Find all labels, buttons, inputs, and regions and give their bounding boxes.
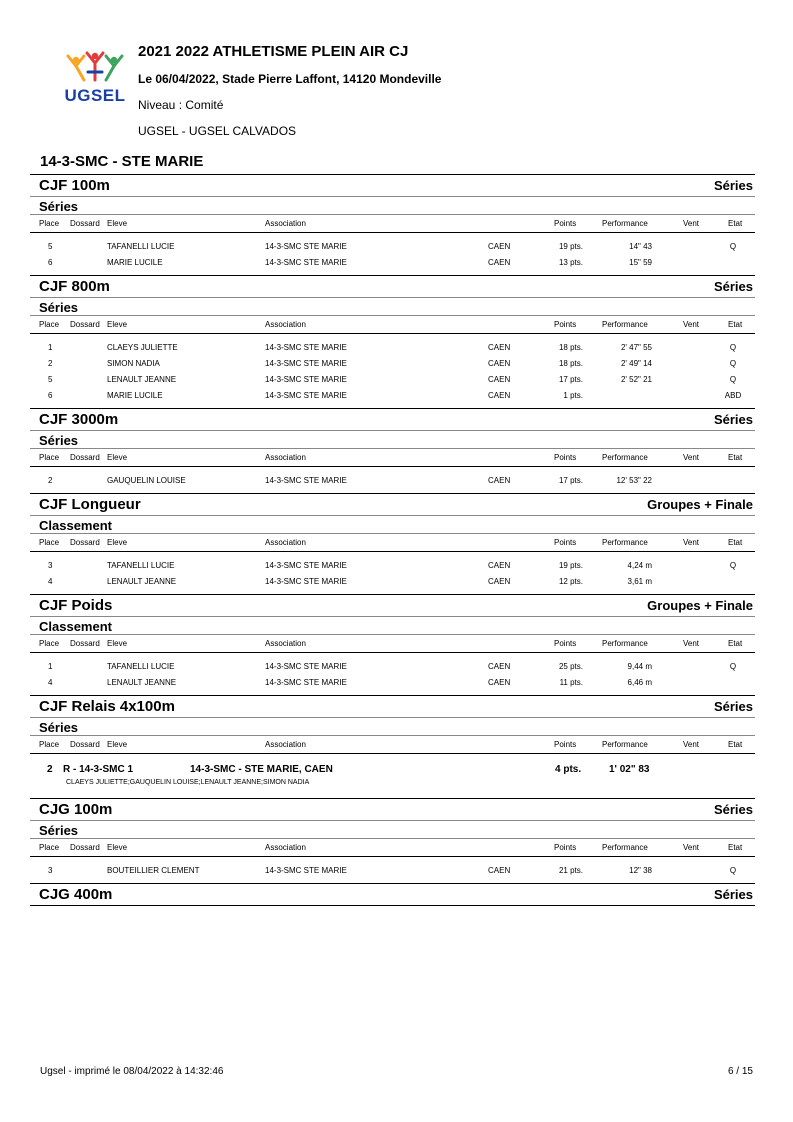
- column-header-dossard: Dossard: [70, 219, 100, 228]
- event-header: [30, 883, 755, 905]
- column-header-eleve: Eleve: [107, 740, 128, 749]
- column-header-vent: Vent: [683, 639, 700, 648]
- column-header-performance: Performance: [602, 320, 648, 329]
- cell-association: 14-3-SMC STE MARIE: [265, 343, 347, 352]
- meeting-date-place: Le 06/04/2022, Stade Pierre Laffont, 14120 Mondeville: [138, 72, 442, 86]
- column-header-etat: Etat: [728, 453, 743, 462]
- phase-name: Séries: [39, 823, 79, 838]
- event-name: CJF 100m: [39, 177, 110, 194]
- cell-status: Q: [729, 375, 737, 384]
- cell-performance: 2' 47" 55: [620, 343, 652, 352]
- column-header-dossard: Dossard: [70, 639, 100, 648]
- table-row: [30, 238, 755, 254]
- cell-performance: 12" 38: [629, 866, 652, 875]
- event-phase: Séries: [713, 279, 753, 294]
- column-header-points: Points: [554, 843, 577, 852]
- cell-city: CAEN: [488, 678, 511, 687]
- table-row: [30, 674, 755, 690]
- cell-city: CAEN: [488, 258, 511, 267]
- cell-place: 3: [48, 561, 53, 570]
- footer-page-number: 6 / 15: [727, 1066, 753, 1077]
- meeting-level: Niveau : Comité: [138, 98, 224, 112]
- cell-athlete: TAFANELLI LUCIE: [107, 662, 175, 671]
- cell-performance: 4,24 m: [627, 561, 652, 570]
- cell-association: 14-3-SMC STE MARIE: [265, 561, 347, 570]
- event-header: [30, 275, 755, 297]
- cell-association: 14-3-SMC STE MARIE: [265, 375, 347, 384]
- column-header-performance: Performance: [602, 639, 648, 648]
- column-header-points: Points: [554, 639, 577, 648]
- ugsel-figures-icon: [62, 50, 128, 90]
- event-name: CJF 3000m: [39, 411, 119, 428]
- table-row: [30, 573, 755, 589]
- event-phase: Séries: [713, 412, 753, 427]
- cell-city: CAEN: [488, 343, 511, 352]
- cell-place: 5: [48, 375, 53, 384]
- event-header: [30, 798, 755, 820]
- cell-athlete: MARIE LUCILE: [107, 258, 163, 267]
- cell-athlete: SIMON NADIA: [107, 359, 160, 368]
- table-column-headers: [30, 735, 755, 754]
- table-row: [30, 387, 755, 403]
- cell-points: 13 pts.: [558, 258, 583, 267]
- cell-association: 14-3-SMC STE MARIE: [265, 359, 347, 368]
- column-header-place: Place: [39, 740, 60, 749]
- table-column-headers: [30, 533, 755, 552]
- cell-city: CAEN: [488, 866, 511, 875]
- cell-athlete: LENAULT JEANNE: [107, 375, 177, 384]
- cell-city: CAEN: [488, 561, 511, 570]
- column-header-points: Points: [554, 320, 577, 329]
- cell-place: 6: [48, 258, 53, 267]
- event-header: [30, 408, 755, 430]
- column-header-performance: Performance: [602, 843, 648, 852]
- cell-athlete: GAUQUELIN LOUISE: [107, 476, 186, 485]
- column-header-performance: Performance: [602, 538, 648, 547]
- column-header-vent: Vent: [683, 538, 700, 547]
- cell-athlete: BOUTEILLIER CLEMENT: [107, 866, 200, 875]
- cell-place: 4: [48, 577, 53, 586]
- phase-header: [30, 196, 755, 214]
- cell-performance: 2' 49" 14: [620, 359, 652, 368]
- column-header-eleve: Eleve: [107, 843, 128, 852]
- cell-association: 14-3-SMC STE MARIE: [265, 391, 347, 400]
- cell-points: 17 pts.: [558, 476, 583, 485]
- column-header-dossard: Dossard: [70, 740, 100, 749]
- cell-place: 6: [48, 391, 53, 400]
- cell-athlete: LENAULT JEANNE: [107, 678, 177, 687]
- cell-performance: 6,46 m: [627, 678, 652, 687]
- event-name: CJF Longueur: [39, 496, 141, 513]
- club-name: 14-3-SMC - STE MARIE: [40, 153, 204, 170]
- column-header-place: Place: [39, 219, 60, 228]
- cell-association: 14-3-SMC STE MARIE: [265, 242, 347, 251]
- column-header-eleve: Eleve: [107, 639, 128, 648]
- event-name: CJF 800m: [39, 278, 110, 295]
- event-phase: Groupes + Finale: [647, 598, 753, 613]
- column-header-vent: Vent: [683, 453, 700, 462]
- cell-city: CAEN: [488, 476, 511, 485]
- relay-team: R - 14-3-SMC 1: [63, 764, 134, 775]
- column-header-association: Association: [265, 453, 306, 462]
- event-name: CJF Relais 4x100m: [39, 698, 175, 715]
- cell-place: 4: [48, 678, 53, 687]
- phase-name: Séries: [39, 720, 79, 735]
- phase-header: [30, 515, 755, 533]
- column-header-place: Place: [39, 320, 60, 329]
- column-header-vent: Vent: [683, 740, 700, 749]
- cell-status: Q: [729, 662, 737, 671]
- column-header-points: Points: [554, 219, 577, 228]
- relay-members-row: [30, 777, 755, 793]
- column-header-association: Association: [265, 740, 306, 749]
- column-header-association: Association: [265, 538, 306, 547]
- column-header-etat: Etat: [728, 740, 743, 749]
- cell-points: 18 pts.: [558, 343, 583, 352]
- cell-city: CAEN: [488, 375, 511, 384]
- column-header-points: Points: [554, 538, 577, 547]
- cell-points: 1 pts.: [563, 391, 583, 400]
- relay-points: 4 pts.: [555, 764, 582, 775]
- ugsel-logo: [62, 50, 128, 106]
- event-header: [30, 594, 755, 616]
- cell-place: 2: [48, 359, 53, 368]
- column-header-association: Association: [265, 219, 306, 228]
- cell-points: 17 pts.: [558, 375, 583, 384]
- phase-header: [30, 297, 755, 315]
- phase-header: [30, 616, 755, 634]
- cell-association: 14-3-SMC STE MARIE: [265, 577, 347, 586]
- cell-place: 1: [48, 343, 53, 352]
- column-header-vent: Vent: [683, 320, 700, 329]
- column-header-points: Points: [554, 740, 577, 749]
- phase-name: Séries: [39, 300, 79, 315]
- column-header-etat: Etat: [728, 219, 743, 228]
- event-header: [30, 174, 755, 196]
- column-header-dossard: Dossard: [70, 538, 100, 547]
- column-header-association: Association: [265, 320, 306, 329]
- cell-place: 3: [48, 866, 53, 875]
- cell-city: CAEN: [488, 359, 511, 368]
- cell-athlete: TAFANELLI LUCIE: [107, 561, 175, 570]
- column-header-etat: Etat: [728, 538, 743, 547]
- column-header-etat: Etat: [728, 843, 743, 852]
- cell-athlete: MARIE LUCILE: [107, 391, 163, 400]
- column-header-dossard: Dossard: [70, 843, 100, 852]
- column-header-etat: Etat: [728, 320, 743, 329]
- cell-performance: 2' 52" 21: [620, 375, 652, 384]
- cell-points: 12 pts.: [558, 577, 583, 586]
- event-phase: Séries: [713, 178, 753, 193]
- cell-performance: 15" 59: [629, 258, 652, 267]
- event-name: CJG 100m: [39, 801, 113, 818]
- phase-header: [30, 430, 755, 448]
- column-header-vent: Vent: [683, 843, 700, 852]
- cell-points: 25 pts.: [558, 662, 583, 671]
- relay-members: CLAEYS JULIETTE;GAUQUELIN LOUISE;LENAULT JEANNE;SIMON NADIA: [66, 779, 310, 786]
- column-header-eleve: Eleve: [107, 320, 128, 329]
- meeting-organizer: UGSEL - UGSEL CALVADOS: [138, 124, 297, 138]
- column-header-place: Place: [39, 453, 60, 462]
- event-header: [30, 493, 755, 515]
- cell-city: CAEN: [488, 242, 511, 251]
- column-header-performance: Performance: [602, 740, 648, 749]
- table-row: [30, 862, 755, 878]
- events-list: [30, 174, 755, 906]
- event-phase: Séries: [713, 887, 753, 902]
- cell-performance: 3,61 m: [627, 577, 652, 586]
- column-header-performance: Performance: [602, 219, 648, 228]
- column-header-place: Place: [39, 538, 60, 547]
- cell-place: 1: [48, 662, 53, 671]
- cell-points: 19 pts.: [558, 561, 583, 570]
- column-header-association: Association: [265, 843, 306, 852]
- cell-city: CAEN: [488, 391, 511, 400]
- cell-status: Q: [729, 343, 737, 352]
- table-row: [30, 355, 755, 371]
- phase-name: Classement: [39, 518, 112, 533]
- cell-performance: 12' 53" 22: [616, 476, 652, 485]
- cell-status: Q: [729, 359, 737, 368]
- phase-name: Séries: [39, 433, 79, 448]
- table-row: [30, 339, 755, 355]
- event-phase: Séries: [713, 699, 753, 714]
- event-phase: Groupes + Finale: [647, 497, 753, 512]
- cell-association: 14-3-SMC STE MARIE: [265, 258, 347, 267]
- cell-status: Q: [729, 561, 737, 570]
- cell-points: 18 pts.: [558, 359, 583, 368]
- event-header: [30, 695, 755, 717]
- cell-place: 2: [48, 476, 53, 485]
- cell-status: Q: [729, 866, 737, 875]
- event-name: CJG 400m: [39, 886, 113, 903]
- column-header-place: Place: [39, 843, 60, 852]
- column-header-eleve: Eleve: [107, 538, 128, 547]
- table-column-headers: [30, 634, 755, 653]
- cell-points: 21 pts.: [558, 866, 583, 875]
- table-row: [30, 371, 755, 387]
- column-header-vent: Vent: [683, 219, 700, 228]
- page-title: 2021 2022 ATHLETISME PLEIN AIR CJ: [138, 43, 409, 60]
- cell-points: 11 pts.: [559, 678, 583, 687]
- column-header-dossard: Dossard: [70, 453, 100, 462]
- relay-row: [30, 759, 755, 777]
- phase-header: [30, 820, 755, 838]
- column-header-eleve: Eleve: [107, 219, 128, 228]
- table-column-headers: [30, 315, 755, 334]
- cell-athlete: CLAEYS JULIETTE: [107, 343, 178, 352]
- column-header-place: Place: [39, 639, 60, 648]
- cell-city: CAEN: [488, 662, 511, 671]
- cell-performance: 14" 43: [629, 242, 652, 251]
- column-header-association: Association: [265, 639, 306, 648]
- table-row: [30, 658, 755, 674]
- phase-name: Classement: [39, 619, 112, 634]
- cell-performance: 9,44 m: [627, 662, 652, 671]
- column-header-points: Points: [554, 453, 577, 462]
- relay-place: 2: [47, 764, 53, 775]
- table-column-headers: [30, 838, 755, 857]
- column-header-etat: Etat: [728, 639, 743, 648]
- cell-place: 5: [48, 242, 53, 251]
- relay-performance: 1' 02" 83: [609, 764, 650, 775]
- logo-text: UGSEL: [64, 86, 126, 105]
- cell-association: 14-3-SMC STE MARIE: [265, 662, 347, 671]
- footer-printed: Ugsel - imprimé le 08/04/2022 à 14:32:46: [40, 1066, 224, 1077]
- phase-name: Séries: [39, 199, 79, 214]
- table-row: [30, 557, 755, 573]
- event-bottom-rule: [30, 905, 755, 906]
- event-phase: Séries: [713, 802, 753, 817]
- cell-athlete: TAFANELLI LUCIE: [107, 242, 175, 251]
- table-column-headers: [30, 214, 755, 233]
- column-header-dossard: Dossard: [70, 320, 100, 329]
- table-column-headers: [30, 448, 755, 467]
- cell-status: Q: [729, 242, 737, 251]
- cell-city: CAEN: [488, 577, 511, 586]
- cell-points: 19 pts.: [558, 242, 583, 251]
- relay-association: 14-3-SMC - STE MARIE, CAEN: [190, 764, 333, 775]
- event-name: CJF Poids: [39, 597, 113, 614]
- cell-athlete: LENAULT JEANNE: [107, 577, 177, 586]
- cell-status: ABD: [724, 391, 742, 400]
- cell-association: 14-3-SMC STE MARIE: [265, 678, 347, 687]
- table-row: [30, 472, 755, 488]
- cell-association: 14-3-SMC STE MARIE: [265, 866, 347, 875]
- table-row: [30, 254, 755, 270]
- cell-association: 14-3-SMC STE MARIE: [265, 476, 347, 485]
- column-header-eleve: Eleve: [107, 453, 128, 462]
- column-header-performance: Performance: [602, 453, 648, 462]
- phase-header: [30, 717, 755, 735]
